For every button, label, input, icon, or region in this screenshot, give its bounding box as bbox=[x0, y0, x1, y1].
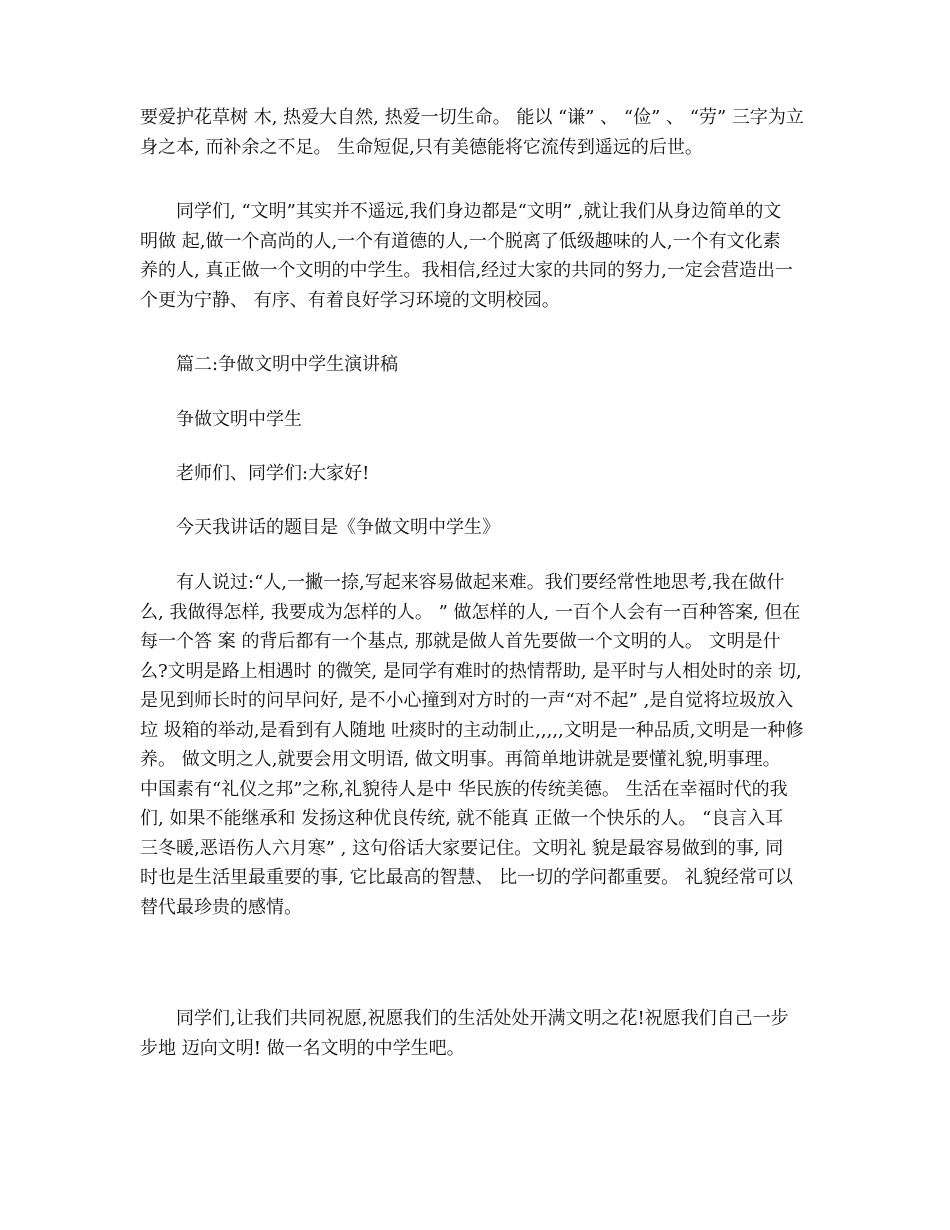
text-line: 个更为宁静、 有序、有着良好学习环境的文明校园。 bbox=[140, 289, 560, 311]
topic-statement bbox=[140, 513, 820, 543]
text-line: 是见到师长时的问早问好, 是不小心撞到对方时的一声“对不起” ,是自觉将垃圾放入 bbox=[140, 690, 794, 711]
text-line: 么?文明是路上相遇时 的微笑, 是同学有难时的热情帮助, 是平时与人相处时的亲 切, bbox=[140, 660, 802, 682]
paragraph-closing-virtues bbox=[140, 103, 820, 162]
text-line: 三冬暖,恶语伤人六月寒” , 这句俗话大家要记住。文明礼 貌是最容易做到的事, 同 bbox=[140, 837, 784, 859]
text-line: 同学们,让我们共同祝愿,祝愿我们的生活处处开满文明之花!祝愿我们自己一步 bbox=[176, 1008, 789, 1029]
speech-title-text: 争做文明中学生 bbox=[176, 409, 302, 430]
text-line: 身之本, 而补余之不足。 生命短促,只有美德能将它流传到遥远的后世。 bbox=[140, 136, 703, 158]
text-line: 时也是生活里最重要的事, 它比最高的智慧、 比一切的学问都重要。 礼貌经常可以 bbox=[140, 867, 793, 888]
text-line: 同学们, “文明”其实并不遥远,我们身边都是“文明” ,就让我们从身边简单的文 bbox=[176, 201, 782, 222]
text-line: 养的人, 真正做一个文明的中学生。我相信,经过大家的共同的努力,一定会营造出一 bbox=[140, 260, 793, 281]
text-line: 每一个答 案 的背后都有一个基点, 那就是做人首先要做一个文明的人。 文明是什 bbox=[140, 631, 781, 652]
text-line: 替代最珍贵的感情。 bbox=[140, 896, 302, 918]
section-heading bbox=[140, 350, 820, 380]
text-line: 么, 我做得怎样, 我要成为怎样的人。 ” 做怎样的人, 一百个人会有一百种答案, 但在 bbox=[140, 601, 801, 623]
text-line: 明做 起,做一个高尚的人,一个有道德的人,一个脱离了低级趣味的人,一个有文化素 bbox=[140, 230, 781, 252]
speech-title bbox=[140, 405, 820, 435]
paragraph-closing-wish bbox=[140, 1004, 820, 1063]
text-line: 养。 做文明之人,就要会用文明语, 做文明事。再简单地讲就是要懂礼貌,明事理。 bbox=[140, 749, 781, 770]
paragraph-civilization-near bbox=[140, 197, 820, 315]
greeting bbox=[140, 459, 820, 489]
greeting-text: 老师们、同学们:大家好! bbox=[176, 463, 370, 484]
topic-text: 今天我讲话的题目是《争做文明中学生》 bbox=[176, 517, 500, 538]
section-title: 篇二:争做文明中学生演讲稿 bbox=[176, 354, 399, 375]
text-line: 步地 迈向文明! 做一名文明的中学生吧。 bbox=[140, 1037, 465, 1059]
text-line: 垃 圾箱的举动,是看到有人随地 吐痰时的主动制止,,,,,文明是一种品质,文明是一种修 bbox=[140, 719, 804, 741]
text-line: 们, 如果不能继承和 发扬这种优良传统, 就不能真 正做一个快乐的人。 “良言入耳 bbox=[140, 808, 784, 829]
text-line: 中国素有“礼仪之邦”之称,礼貌待人是中 华民族的传统美德。 生活在幸福时代的我 bbox=[140, 778, 788, 800]
text-line: 有人说过:“人,一撇一捺,写起来容易做起来难。我们要经常性地思考,我在做什 bbox=[176, 572, 785, 593]
paragraph-body-main bbox=[140, 568, 820, 922]
text-line: 要爱护花草树 木, 热爱大自然, 热爱一切生命。 能以 “谦” 、 “俭” 、 “劳” 三字为立 bbox=[140, 107, 804, 128]
